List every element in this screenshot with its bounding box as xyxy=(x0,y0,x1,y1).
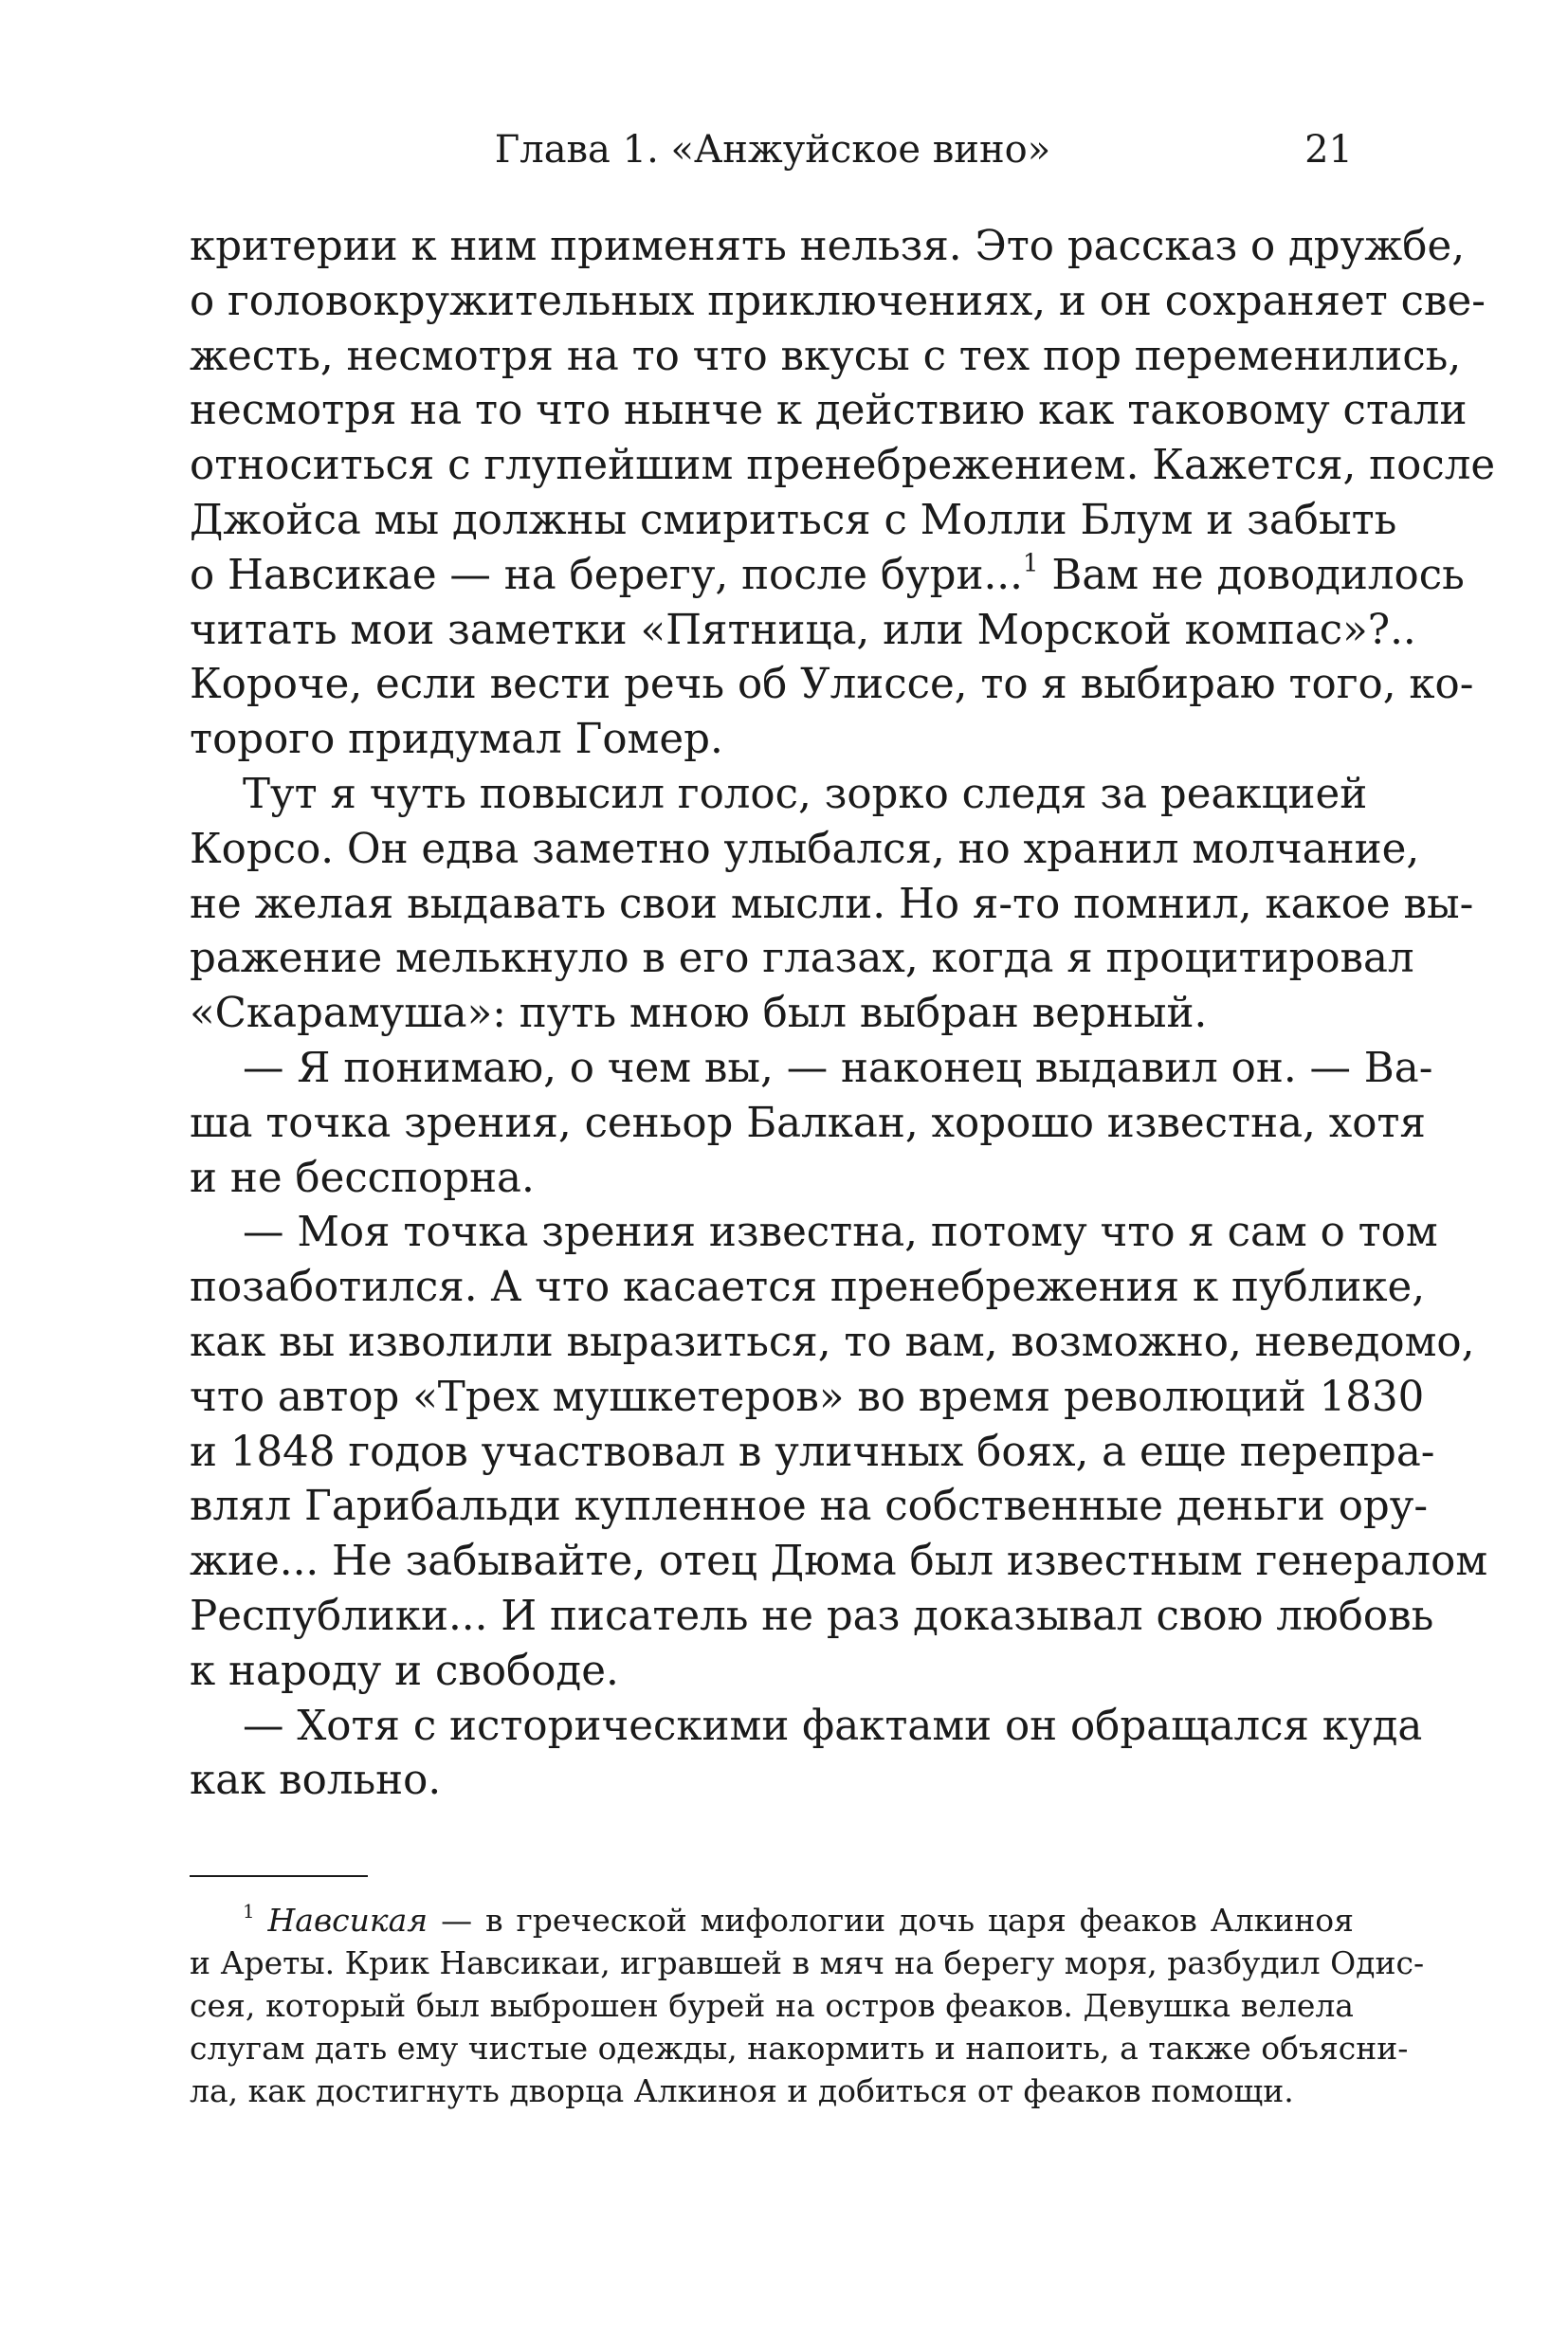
text-line: Джойса мы должны смириться с Молли Блум и забыть xyxy=(190,496,1397,544)
text-line-with-footnote-ref xyxy=(190,549,1465,604)
text-line: — Я понимаю, о чем вы, — наконец выдавил он. — Ва- xyxy=(243,1044,1433,1092)
text-line: жесть, несмотря на то что вкусы с тех пор переменились, xyxy=(190,332,1462,380)
text-line: — Хотя с историческими фактами он обращался куда xyxy=(243,1702,1423,1750)
text-line: Корсо. Он едва заметно улыбался, но хранил молчание, xyxy=(190,825,1420,873)
text-line: Республики... И писатель не раз доказывал свою любовь xyxy=(190,1592,1434,1640)
text-line: влял Гарибальди купленное на собственные деньги ору- xyxy=(190,1483,1429,1531)
running-head xyxy=(192,121,1353,178)
text-line: как вольно. xyxy=(190,1757,442,1805)
footnote xyxy=(190,1899,1425,2112)
footnote-term: Навсикая xyxy=(267,1902,428,1939)
body-text xyxy=(190,220,1496,1809)
text-line-head: о Навсикае — на берегу, после бури... xyxy=(190,551,1023,599)
footnote-line: и Ареты. Крик Навсикаи, игравшей в мяч на берегу моря, разбудил Одис- xyxy=(190,1944,1425,1981)
footnote-line xyxy=(190,1899,1354,1942)
text-line: как вы изволили выразиться, то вам, возможно, неведомо, xyxy=(190,1318,1475,1366)
text-line: к народу и свободе. xyxy=(190,1647,619,1695)
text-line: жие... Не забывайте, отец Дюма был известным генералом xyxy=(190,1538,1488,1586)
footnote-line: сея, который был выброшен бурей на остров феаков. Девушка велела xyxy=(190,1987,1354,2024)
text-line: несмотря на то что нынче к действию как таковому стали xyxy=(190,387,1468,435)
text-line: и не бесспорна. xyxy=(190,1154,535,1202)
text-line: не желая выдавать свои мысли. Но я-то помнил, какое вы- xyxy=(190,880,1474,928)
text-line: «Скарамуша»: путь мною был выбран верный. xyxy=(190,990,1208,1038)
text-line: относиться с глупейшим пренебрежением. Кажется, после xyxy=(190,442,1496,490)
page-number: 21 xyxy=(1304,128,1353,172)
text-line: читать мои заметки «Пятница, или Морской компас»?.. xyxy=(190,606,1416,654)
text-line: и 1848 годов участвовал в уличных боях, а еще перепра- xyxy=(190,1428,1435,1476)
text-line: о головокружительных приключениях, и он сохраняет све- xyxy=(190,277,1486,325)
text-line: ражение мелькнуло в его глазах, когда я процитировал xyxy=(190,935,1414,983)
chapter-title: Глава 1. «Анжуйское вино» xyxy=(494,128,1051,172)
footnote-line: ла, как достигнуть дворца Алкиноя и добиться от феаков помощи. xyxy=(190,2072,1294,2109)
text-line: позаботился. А что касается пренебрежения к публике, xyxy=(190,1264,1426,1312)
text-line: критерии к ним применять нельзя. Это рассказ о дружбе, xyxy=(190,223,1466,270)
text-line: — Моя точка зрения известна, потому что я сам о том xyxy=(243,1209,1438,1257)
footnote-marker: 1 xyxy=(243,1901,255,1924)
footnote-line: слугам дать ему чистые одежды, накормить и напоить, а также объясни- xyxy=(190,2030,1409,2067)
text-line: Короче, если вести речь об Улиссе, то я выбираю того, ко- xyxy=(190,661,1474,709)
text-line: Тут я чуть повысил голос, зорко следя за реакцией xyxy=(243,770,1368,818)
text-line-tail: Вам не доводилось xyxy=(1051,551,1465,599)
text-line: торого придумал Гомер. xyxy=(190,716,723,764)
text-line: ша точка зрения, сеньор Балкан, хорошо известна, хотя xyxy=(190,1099,1426,1147)
footnote-reference: 1 xyxy=(1022,549,1039,578)
text-line: что автор «Трех мушкетеров» во время революций 1830 xyxy=(190,1373,1425,1421)
footnote-text: — в греческой мифологии дочь царя феаков Алкиноя xyxy=(441,1902,1354,1939)
footnote-divider xyxy=(190,1875,368,1877)
